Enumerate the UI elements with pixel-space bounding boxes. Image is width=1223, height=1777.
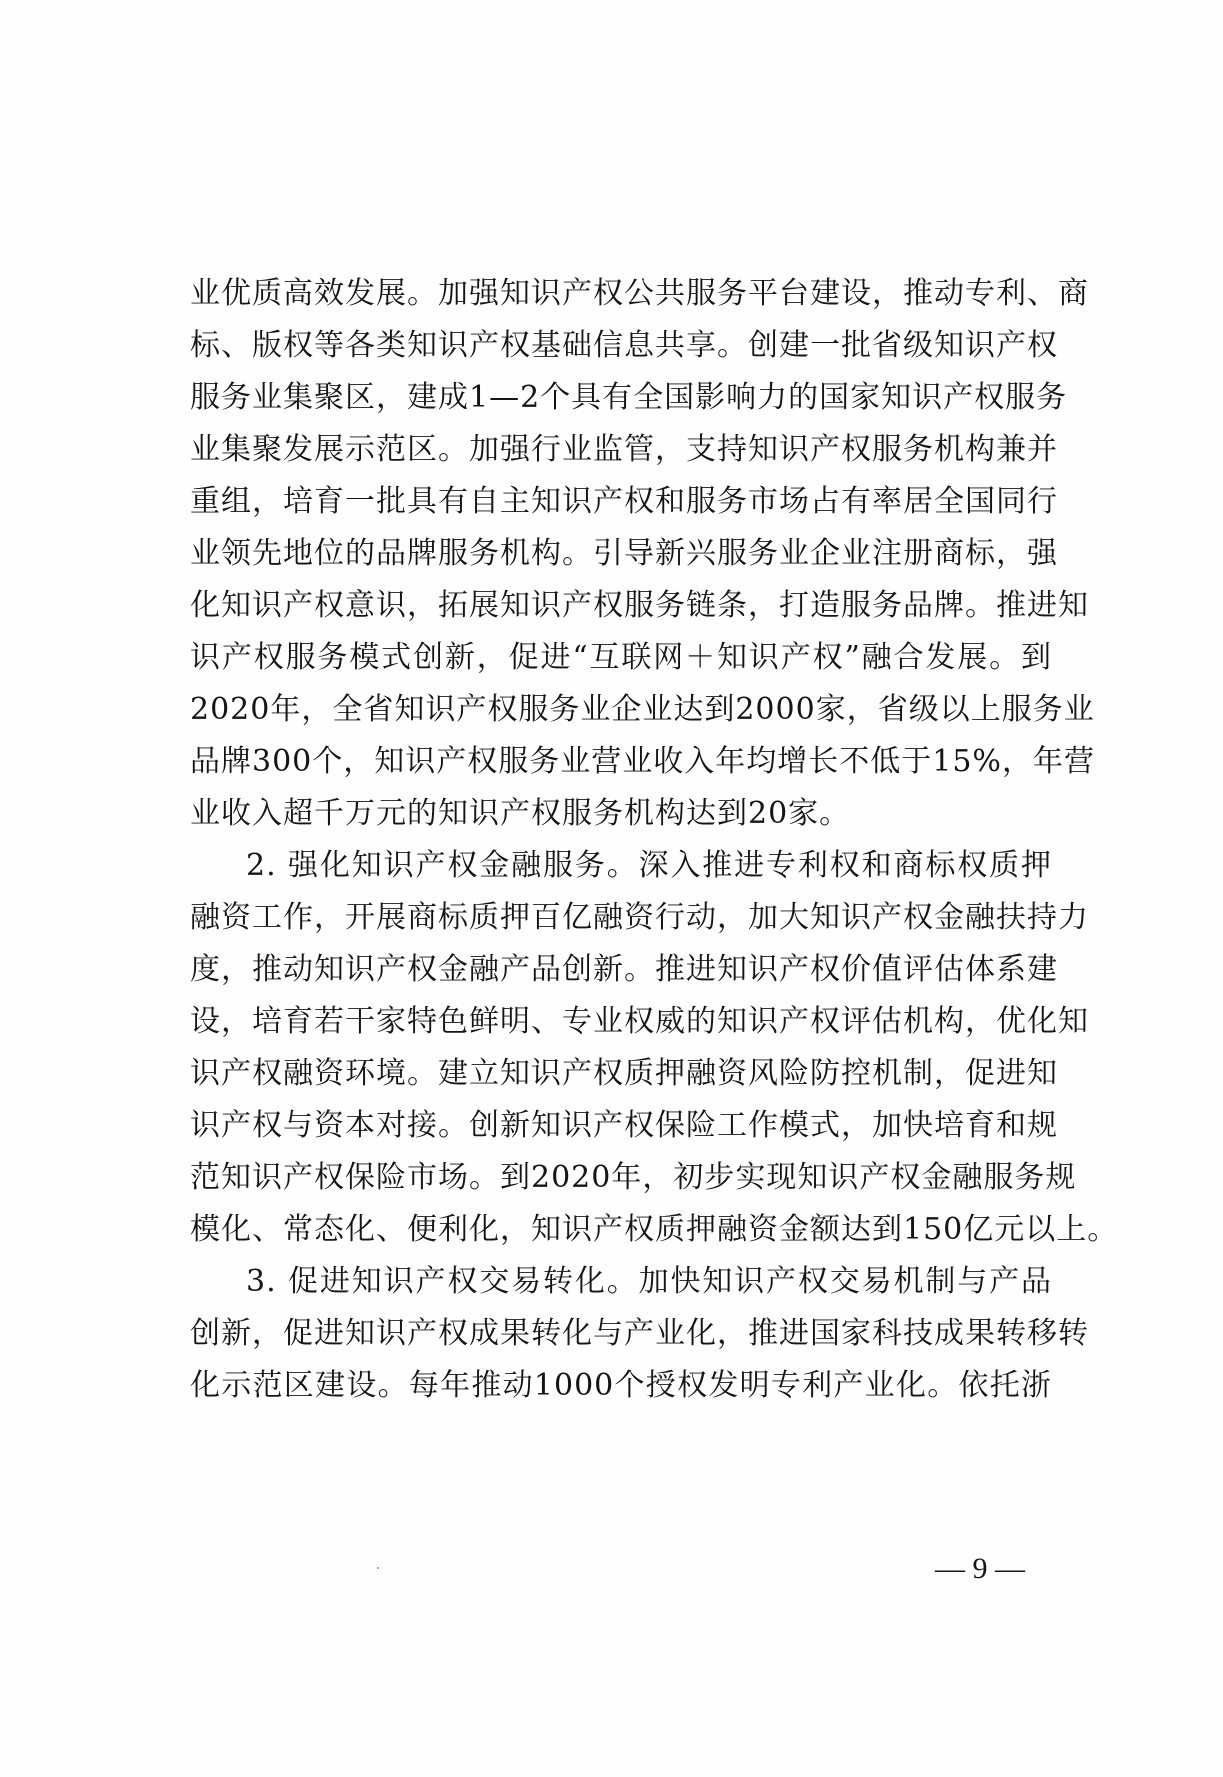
text-line: 度，推动知识产权金融产品创新。推进知识产权价值评估体系建 [190,952,1058,987]
text-line: 2020年，全省知识产权服务业企业达到2000家，省级以上服务业 [190,692,1095,727]
body-text [190,268,1119,1412]
text-line: 识产权与资本对接。创新知识产权保险工作模式，加快培育和规 [190,1108,1058,1143]
text-line: 融资工作，开展商标质押百亿融资行动，加大知识产权金融扶持力 [190,900,1089,935]
text-line: 业集聚发展示范区。加强行业监管，支持知识产权服务机构兼并 [190,432,1058,467]
text-line: 业优质高效发展。加强知识产权公共服务平台建设，推动专利、商 [190,276,1089,311]
scan-artifact [377,1567,379,1569]
section-heading-line: 2. 强化知识产权金融服务。深入推进专利权和商标权质押 [246,848,1052,883]
page-number: — 9 — [935,1552,1025,1585]
text-line: 业领先地位的品牌服务机构。引导新兴服务业企业注册商标，强 [190,536,1058,571]
text-line: 业收入超千万元的知识产权服务机构达到20家。 [190,796,851,831]
text-line: 识产权服务模式创新，促进“互联网＋知识产权”融合发展。到 [190,640,1052,675]
text-line: 范知识产权保险市场。到2020年，初步实现知识产权金融服务规 [190,1160,1077,1195]
text-line: 设，培育若干家特色鲜明、专业权威的知识产权评估机构，优化知 [190,1004,1089,1039]
text-line: 模化、常态化、便利化，知识产权质押融资金额达到150亿元以上。 [190,1212,1119,1247]
text-line: 化示范区建设。每年推动1000个授权发明专利产业化。依托浙 [190,1368,1052,1403]
text-line: 重组，培育一批具有自主知识产权和服务市场占有率居全国同行 [190,484,1058,519]
text-line: 化知识产权意识，拓展知识产权服务链条，打造服务品牌。推进知 [190,588,1089,623]
text-line: 标、版权等各类知识产权基础信息共享。创建一批省级知识产权 [190,328,1058,363]
text-line: 品牌300个，知识产权服务业营业收入年均增长不低于15%，年营 [190,744,1095,779]
text-line: 创新，促进知识产权成果转化与产业化，推进国家科技成果转移转 [190,1316,1089,1351]
text-line: 服务业集聚区，建成1—2个具有全国影响力的国家知识产权服务 [190,380,1068,415]
text-line: 识产权融资环境。建立知识产权质押融资风险防控机制，促进知 [190,1056,1058,1091]
section-heading-line: 3. 促进知识产权交易转化。加快知识产权交易机制与产品 [246,1264,1052,1299]
